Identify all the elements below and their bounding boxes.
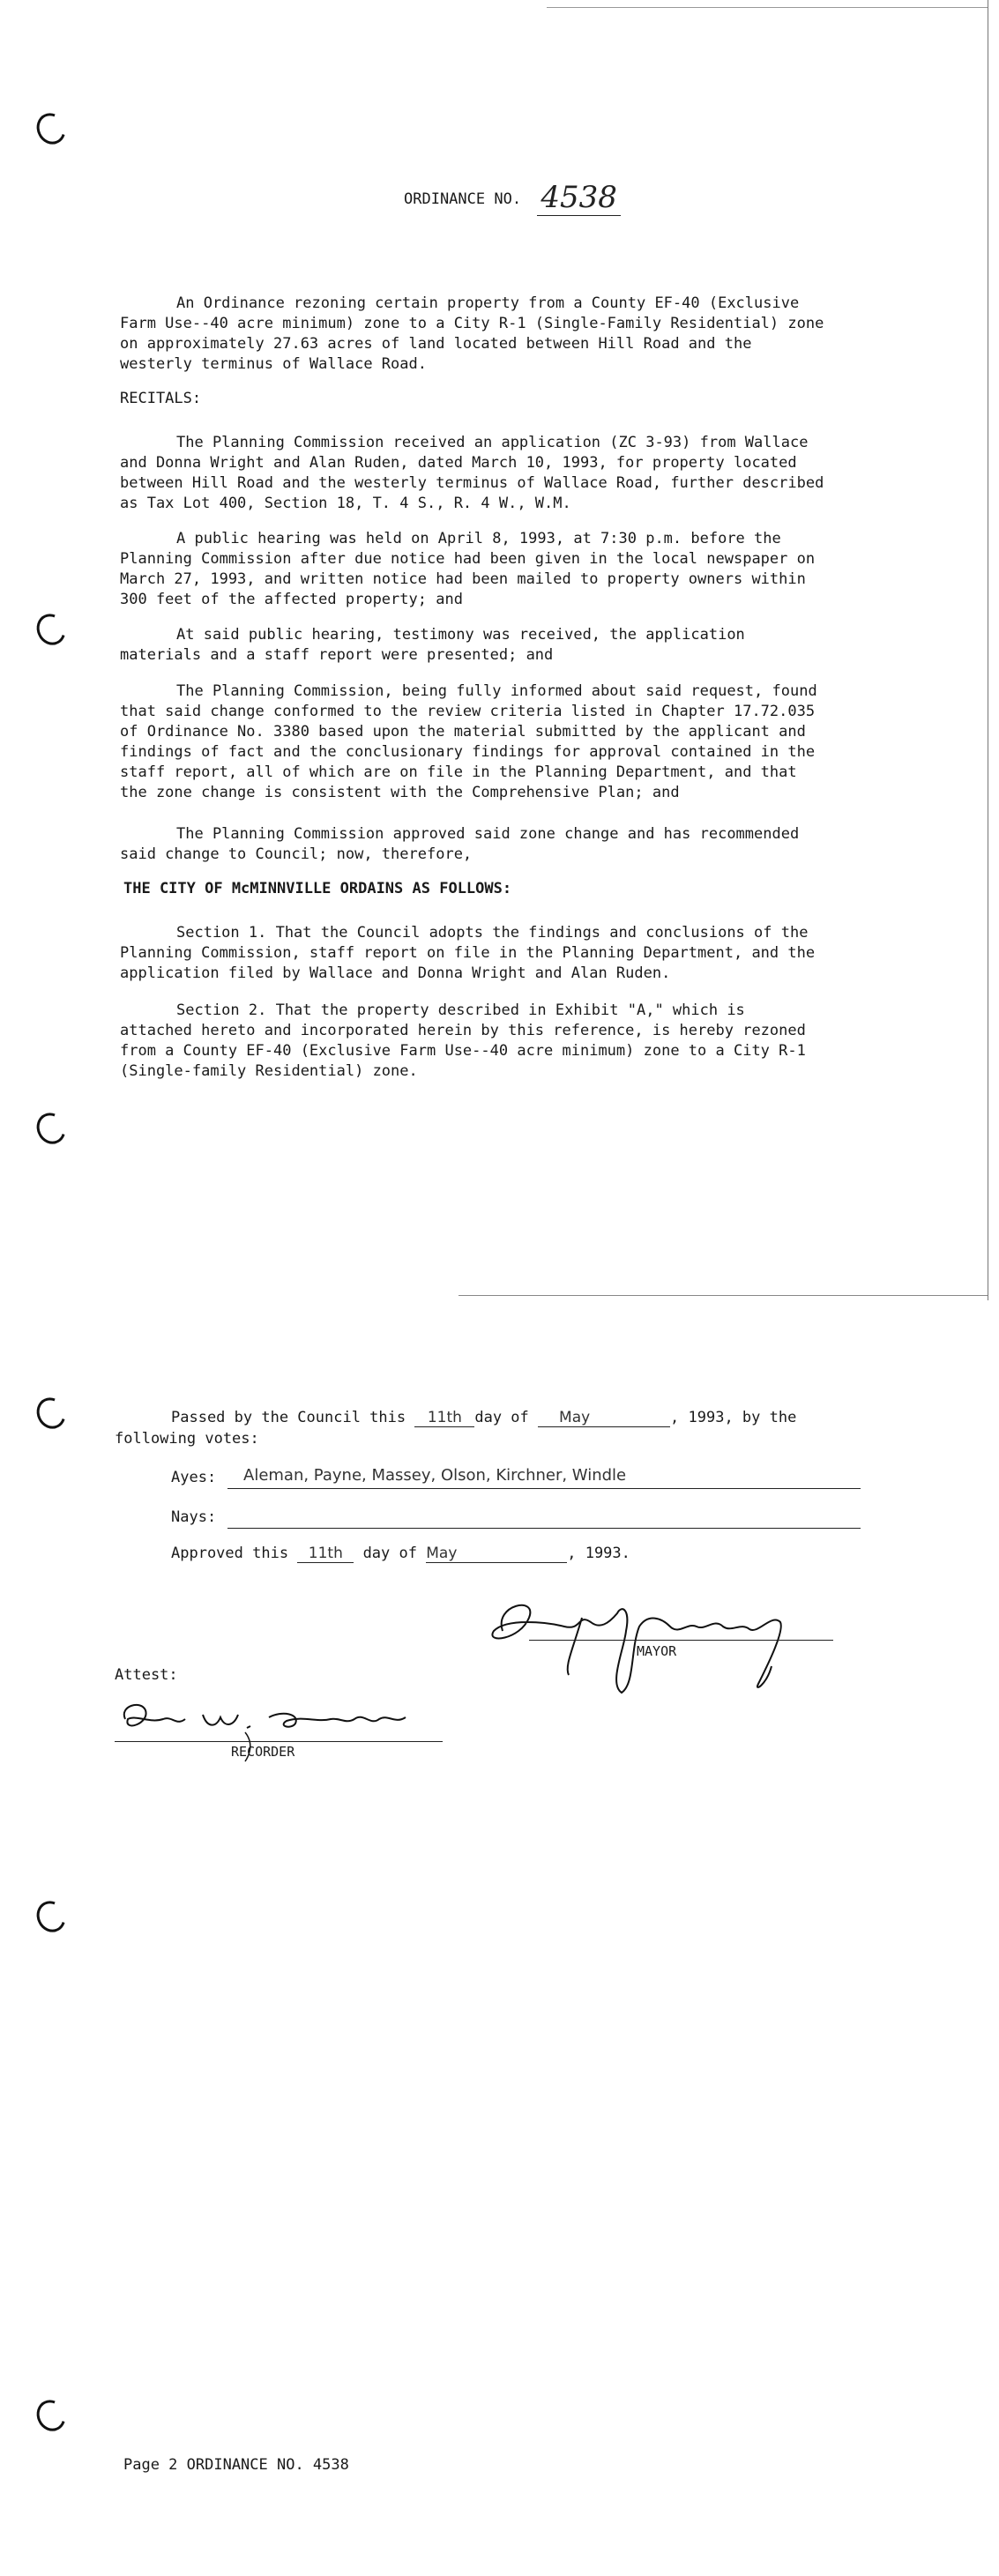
mayor-signature-line bbox=[529, 1622, 833, 1641]
scan-fold-line bbox=[458, 1295, 988, 1296]
ordinance-number-handwritten: 4538 bbox=[537, 180, 621, 216]
recital-paragraph: At said public hearing, testimony was received, the application materials and a staff report were presented; and bbox=[120, 626, 745, 664]
binder-hole-icon bbox=[32, 609, 71, 650]
binder-hole-icon bbox=[32, 2395, 71, 2436]
ordinance-title bbox=[404, 176, 621, 215]
recitals-heading: RECITALS: bbox=[120, 390, 202, 407]
ayes-value: Aleman, Payne, Massey, Olson, Kirchner, Windle bbox=[243, 1466, 627, 1485]
recital-paragraph: The Planning Commission received an application (ZC 3-93) from Wallace and Donna Wright and Alan Ruden, dated March 10, 1993, for property located between Hill Road and the westerly terminus of Wallace Road, further described as Tax Lot 400, Section 18, T. 4 S., R. 4 W., W.M. bbox=[120, 434, 824, 512]
binder-hole-icon bbox=[32, 1108, 71, 1149]
binder-hole-icon bbox=[32, 1393, 71, 1433]
section-paragraph: Section 1. That the Council adopts the findings and conclusions of the Planning Commission, staff report on file in the Planning Department, and the application filed by Wallace and Donna Wright and Alan Ruden. bbox=[120, 924, 816, 982]
section-paragraph: Section 2. That the property described in Exhibit "A," which is attached hereto and incorporated herein by this reference, is hereby rezoned from a County EF-40 (Exclusive Farm Use--40 acre minimum) zone to a City R-1 (Single-family Residential) zone. bbox=[120, 1001, 806, 1080]
recorder-signature-line bbox=[115, 1724, 443, 1742]
scan-edge-top bbox=[547, 7, 988, 8]
passed-month-value: May bbox=[538, 1409, 670, 1427]
recital-paragraph: The Planning Commission, being fully informed about said request, found that said change conformed to the review criteria listed in Chapter 17.72.035 of Ordinance No. 3380 based upon the material submitted by the applicant and findings of fact and the conclusionary findings for approval contained in the staff report, all of which are on file in the Planning Department, and that the zone change is consistent with the Comprehensive Plan; and bbox=[120, 682, 817, 801]
ordains-heading: THE CITY OF McMINNVILLE ORDAINS AS FOLLOWS: bbox=[123, 880, 512, 897]
approved-day-value: 11th bbox=[297, 1545, 354, 1563]
intro-paragraph: An Ordinance rezoning certain property from a County EF-40 (Exclusive Farm Use--40 acre minimum) zone to a City R-1 (Single-Family Residential) zone on approximately 27.63 acres of land located between Hill Road and the westerly terminus of Wallace Road. bbox=[120, 294, 824, 373]
recital-paragraph: The Planning Commission approved said zone change and has recommended said change to Council; now, therefore, bbox=[120, 825, 800, 863]
approved-line: Approved this 11th day of May , 1993. bbox=[171, 1545, 630, 1562]
binder-hole-icon bbox=[32, 1896, 71, 1937]
mayor-label: MAYOR bbox=[637, 1643, 677, 1659]
page-footer: Page 2 ORDINANCE NO. 4538 bbox=[123, 2456, 349, 2474]
nays-line bbox=[227, 1510, 861, 1529]
binder-hole-icon bbox=[32, 108, 71, 149]
ordinance-title-label: ORDINANCE NO. bbox=[404, 190, 522, 208]
passed-line-2: following votes: bbox=[115, 1430, 259, 1448]
recorder-label: RECORDER bbox=[231, 1744, 295, 1760]
nays-label: Nays: bbox=[171, 1508, 217, 1526]
passed-day-value: 11th bbox=[414, 1409, 474, 1427]
passed-line: Passed by the Council this 11th day of May , 1993, by the bbox=[171, 1409, 797, 1426]
ayes-label: Ayes: bbox=[171, 1469, 217, 1486]
attest-label: Attest: bbox=[115, 1666, 178, 1684]
approved-month-value: May bbox=[426, 1545, 567, 1563]
recital-paragraph: A public hearing was held on April 8, 1993, at 7:30 p.m. before the Planning Commission after due notice had been given in the local newspaper on March 27, 1993, and written notice had been mailed to property owners within 300 feet of the affected property; and bbox=[120, 530, 816, 608]
